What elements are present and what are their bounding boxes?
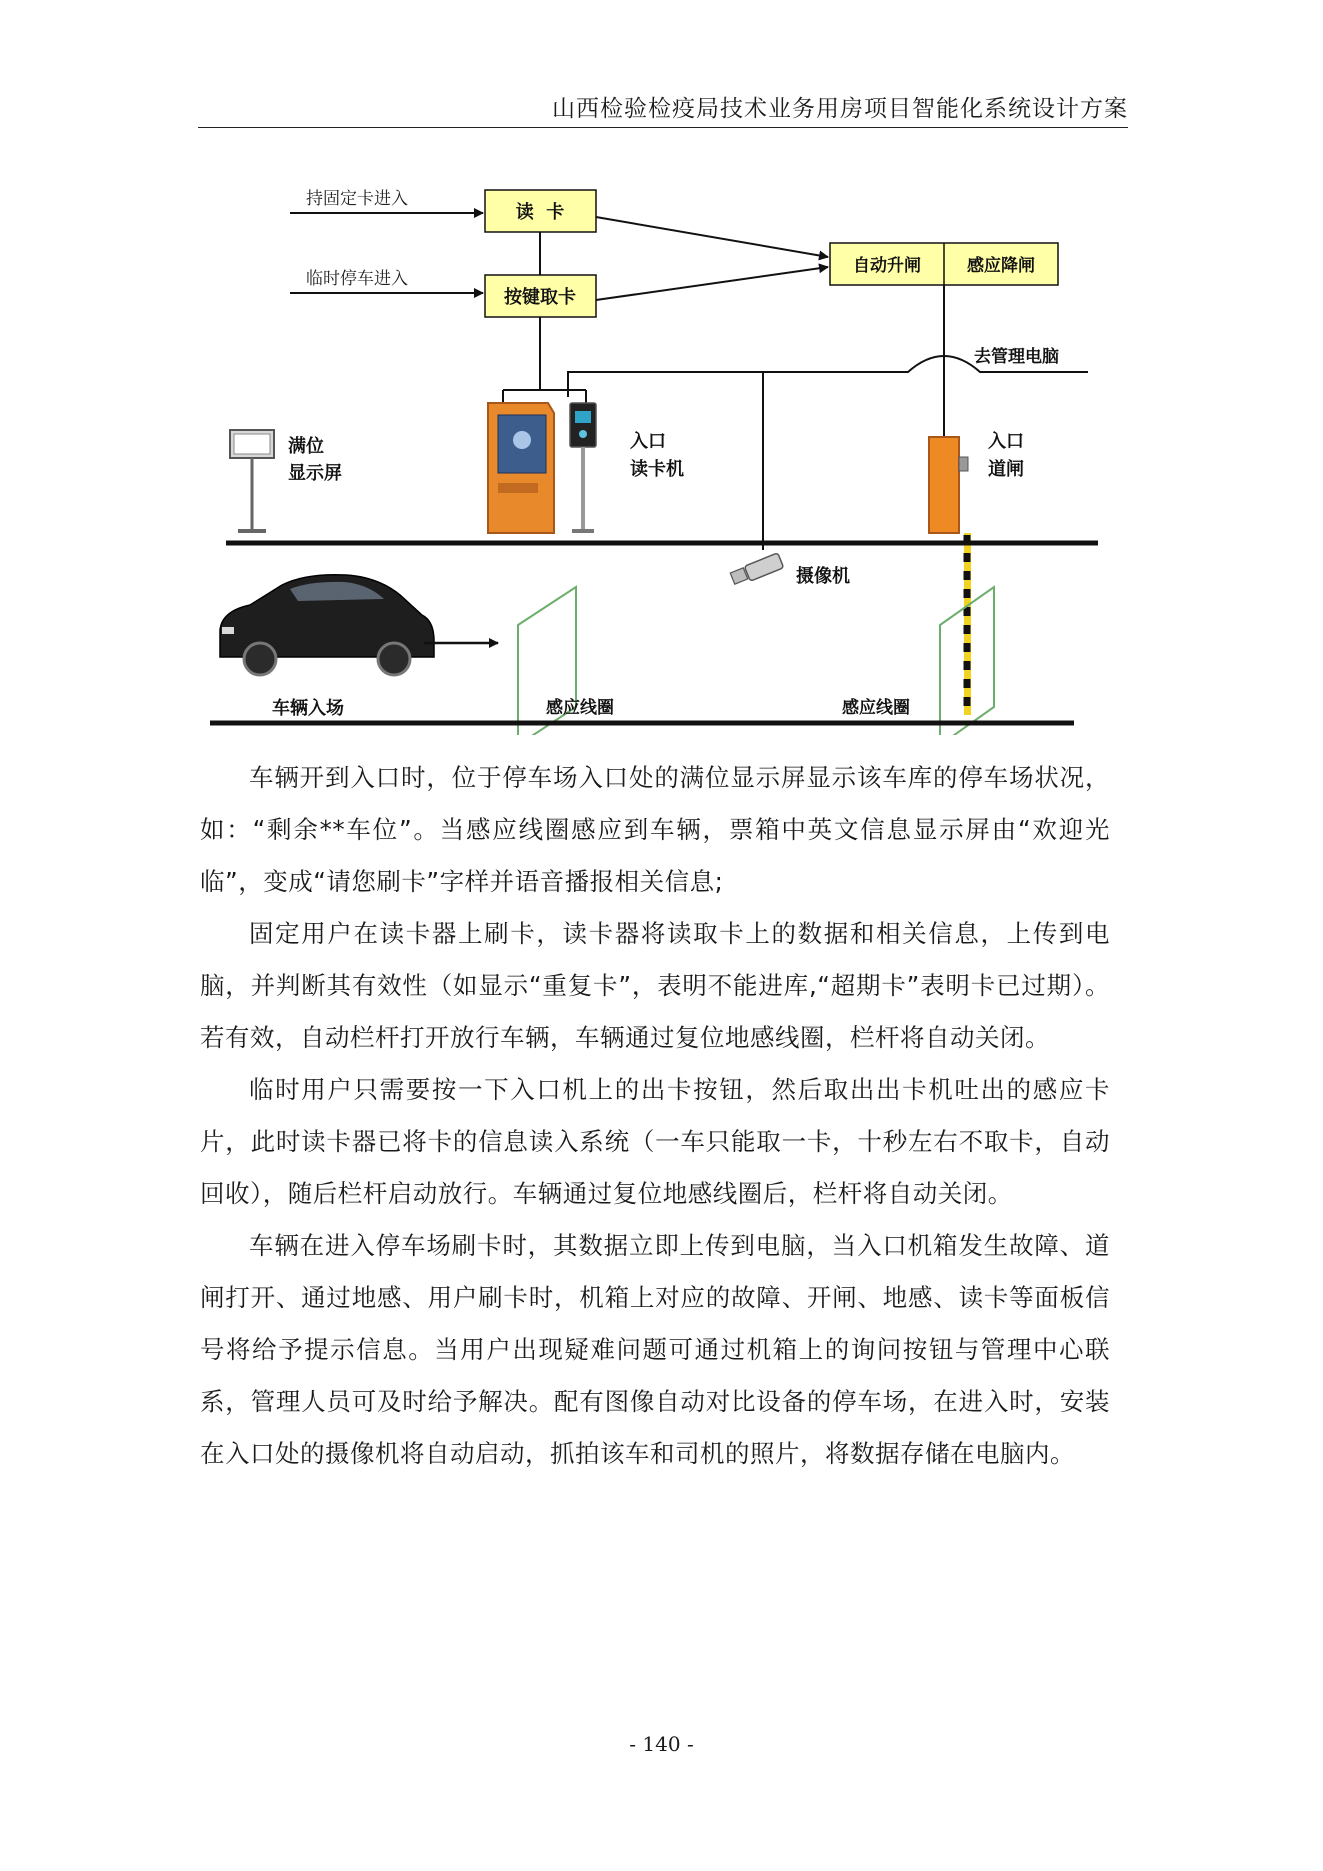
loop-2-label: 感应线圈 (842, 698, 910, 718)
to-management-pc-label: 去管理电脑 (974, 347, 1059, 367)
press-key-take-card-label: 按键取卡 (504, 287, 576, 308)
key-card-to-gate-arrow (596, 267, 828, 300)
loop-1-label: 感应线圈 (546, 698, 614, 718)
page-number: - 140 - (629, 1732, 694, 1756)
page-header: 山西检验检疫局技术业务用房项目智能化系统设计方案 (552, 96, 1128, 122)
temp-parking-entry-label: 临时停车进入 (306, 269, 408, 289)
entry-card-reader (570, 403, 596, 531)
entry-reader-label-line2: 读卡机 (630, 459, 684, 480)
camera-label: 摄像机 (796, 566, 850, 587)
camera-icon (730, 553, 783, 584)
auto-raise-gate-label: 自动升闸 (853, 256, 921, 276)
full-display-label-line2: 显示屏 (288, 463, 342, 484)
entry-gate-label-line1: 入口 (988, 431, 1024, 452)
car-icon (220, 575, 434, 675)
read-card-to-gate-arrow (596, 217, 828, 257)
entry-reader-label-line1: 入口 (630, 431, 666, 452)
full-display-screen (230, 430, 274, 531)
vehicle-entry-label: 车辆入场 (272, 698, 344, 719)
read-card-label: 读 卡 (515, 202, 565, 223)
paragraph: 车辆开到入口时，位于停车场入口处的满位显示屏显示该车库的停车场状况，如：“剩余**车位”。当感应线圈感应到车辆，票箱中英文信息显示屏由“欢迎光临”，变成“请您刷卡”字样并语音播报相关信息; (200, 763, 1110, 896)
header-rule (198, 127, 1128, 128)
parking-entry-diagram (198, 175, 1098, 735)
entry-gate-label-line2: 道闸 (988, 459, 1024, 480)
paragraph: 车辆在进入停车场刷卡时，其数据立即上传到电脑，当入口机箱发生故障、道闸打开、通过地感、用户刷卡时，机箱上对应的故障、开闸、地感、读卡等面板信号将给予提示信息。当用户出现疑难问题可通过机箱上的询问按钮与管理中心联系，管理人员可及时给予解决。配有图像自动对比设备的停车场，在进入时，安装在入口处的摄像机将自动启动，抓拍该车和司机的照片，将数据存储在电脑内。 (200, 1231, 1110, 1468)
sensor-lower-gate-label: 感应降闸 (967, 256, 1035, 276)
fixed-card-entry-label: 持固定卡进入 (306, 189, 408, 209)
full-display-label-line1: 满位 (288, 436, 324, 457)
entry-barrier-gate (929, 437, 971, 715)
body-text (200, 752, 1110, 1480)
paragraph: 固定用户在读卡器上刷卡，读卡器将读取卡上的数据和相关信息，上传到电脑，并判断其有效性（如显示“重复卡”，表明不能进库,“超期卡”表明卡已过期）。若有效，自动栏杆打开放行车辆，车辆通过复位地感线圈，栏杆将自动关闭。 (200, 919, 1110, 1052)
paragraph: 临时用户只需要按一下入口机上的出卡按钮，然后取出出卡机吐出的感应卡片，此时读卡器已将卡的信息读入系统（一车只能取一卡，十秒左右不取卡，自动回收），随后栏杆启动放行。车辆通过复位地感线圈后，栏杆将自动关闭。 (200, 1075, 1110, 1208)
